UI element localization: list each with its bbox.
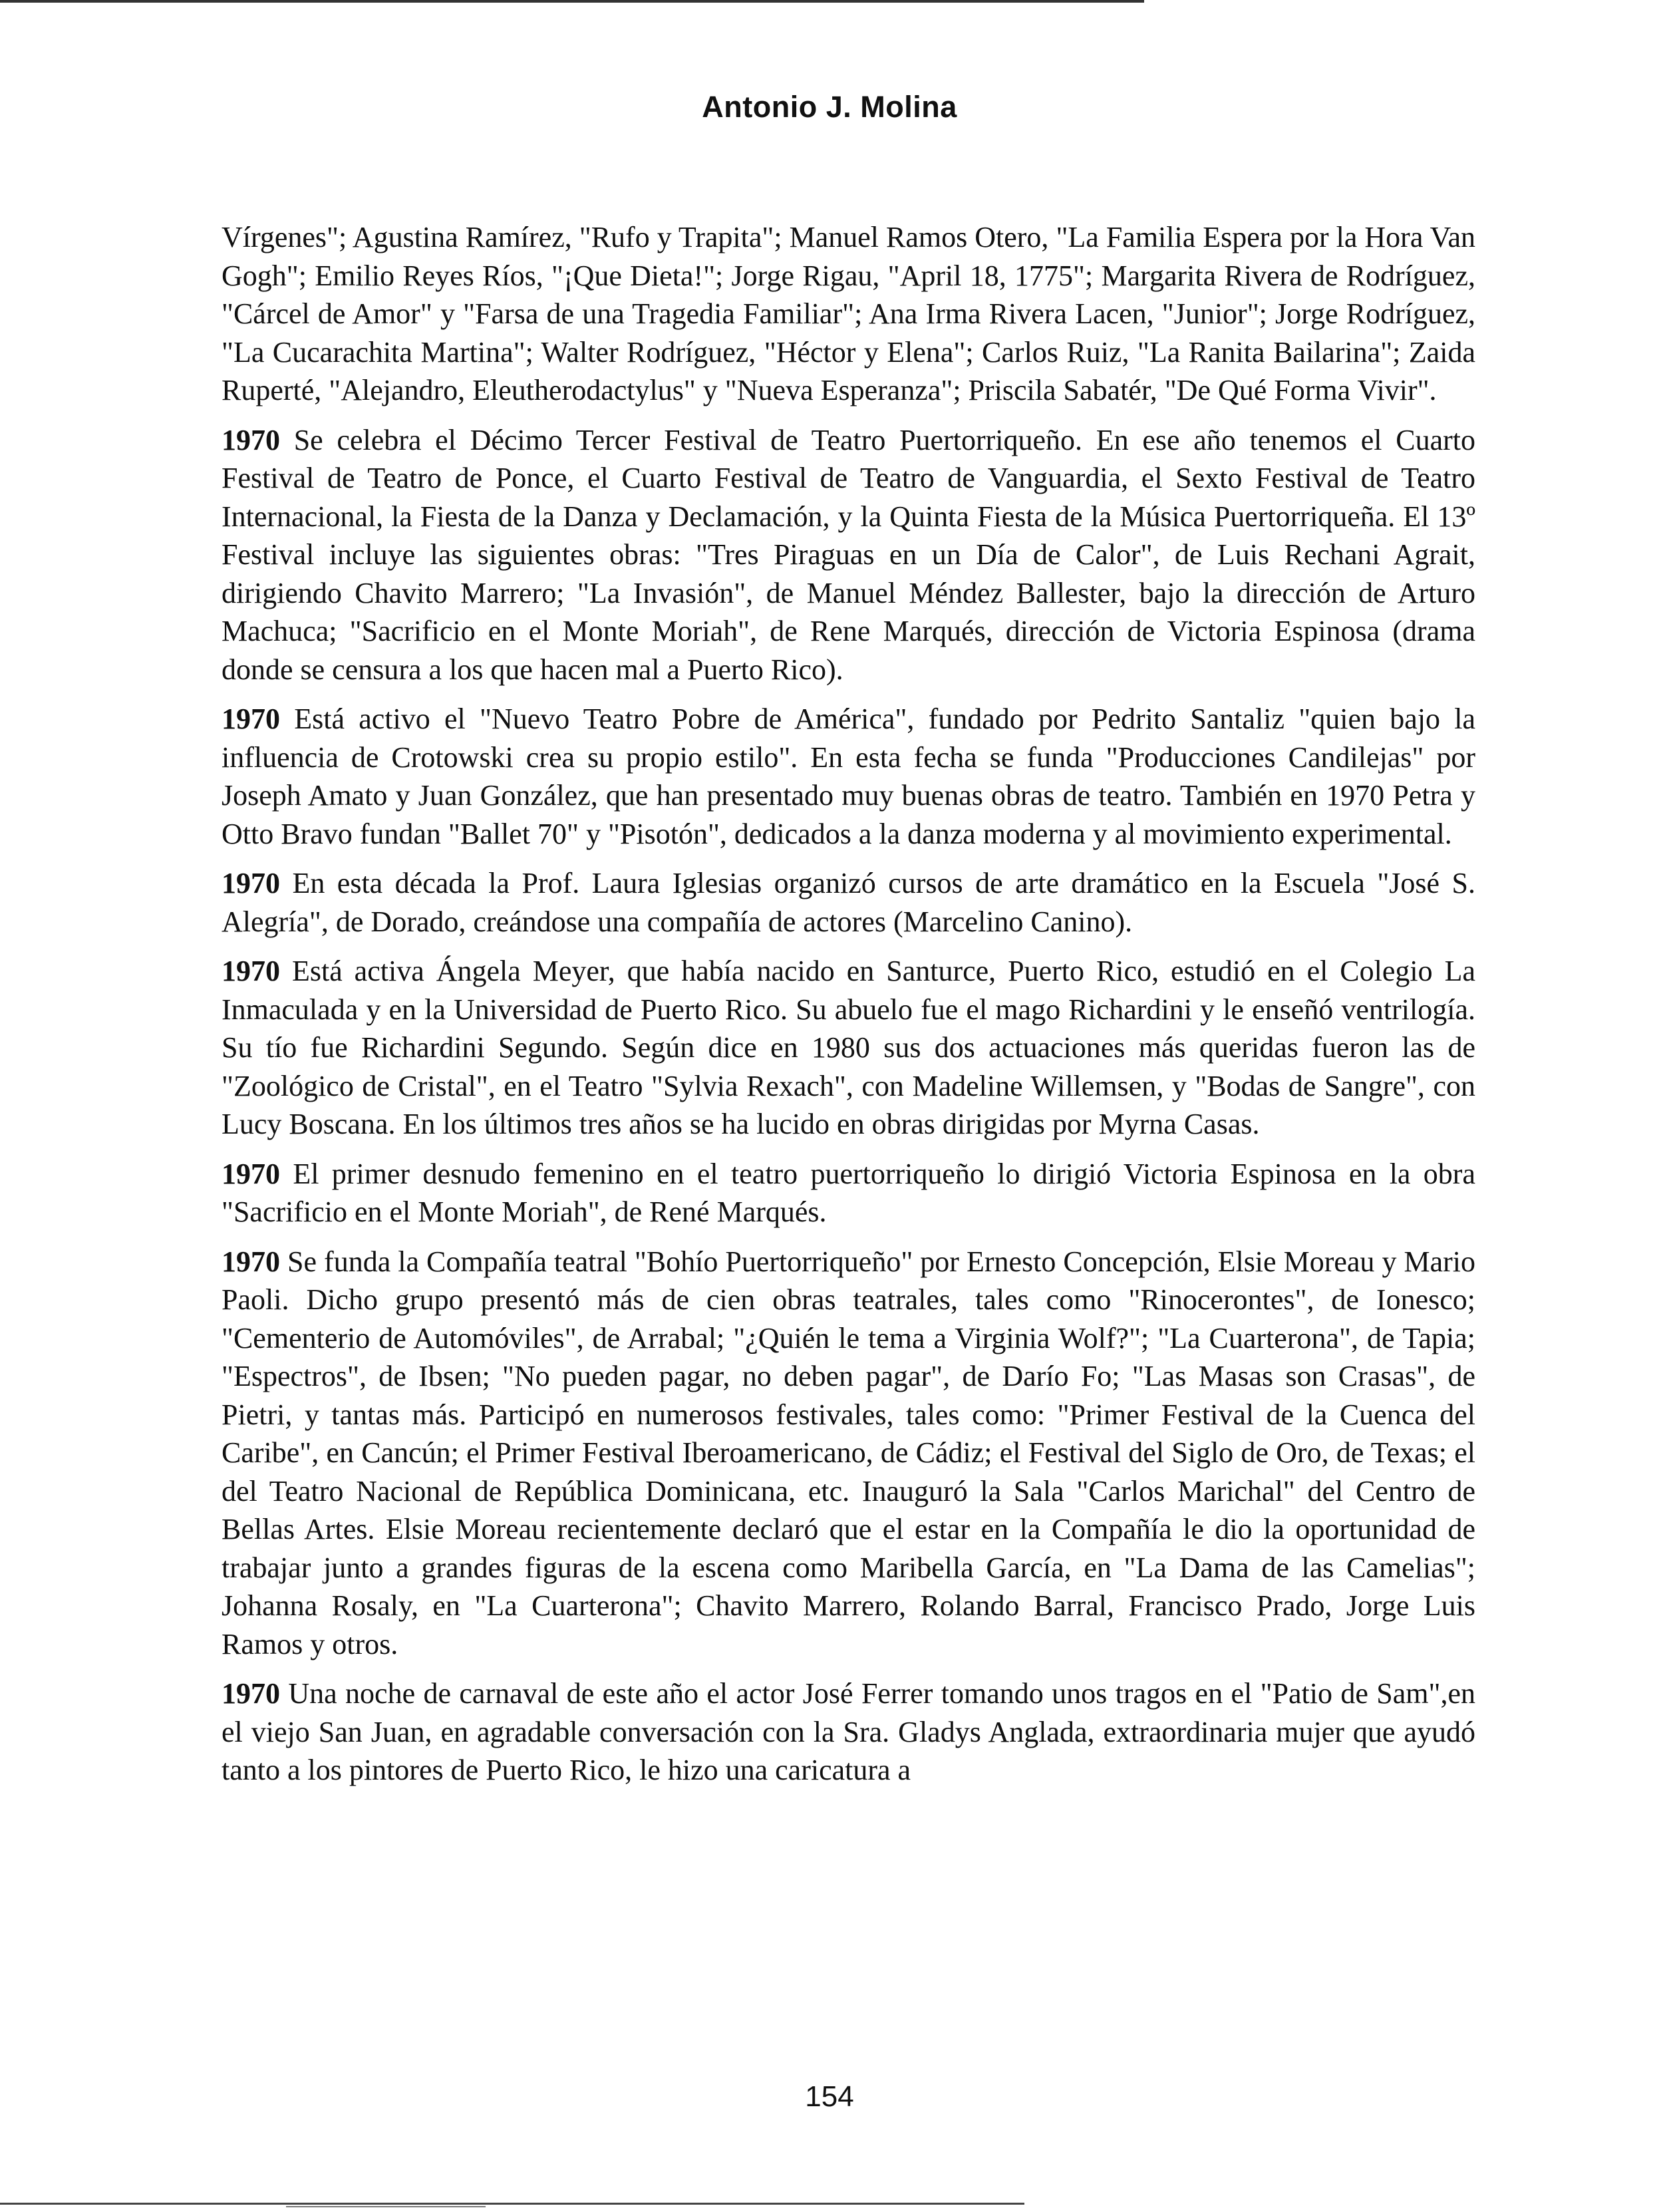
entry-paragraph: [222, 421, 1475, 689]
entry-text: Está activo el "Nuevo Teatro Pobre de América", fundado por Pedrito Santaliz "quien bajo la influencia de Crotowski crea su propio estilo". En esta fecha se funda "Producciones Candilejas" por Joseph Amato y Juan González, que han presentado muy buenas obras de teatro. También en 1970 Petra y Otto Bravo fundan "Ballet 70" y "Pisotón", dedicados a la danza moderna y al movimiento experimental.: [222, 703, 1475, 850]
entry-year: 1970: [222, 1157, 280, 1190]
entry-year: 1970: [222, 1677, 280, 1710]
entry-year: 1970: [222, 703, 280, 735]
entry-text: En esta década la Prof. Laura Iglesias organizó cursos de arte dramático en la Escuela "José S. Alegría", de Dorado, creándose una compañía de actores (Marcelino Canino).: [222, 867, 1475, 938]
scan-edge-top: [0, 0, 1144, 3]
entry-text: Se funda la Compañía teatral "Bohío Puertorriqueño" por Ernesto Concepción, Elsie Moreau y Mario Paoli. Dicho grupo presentó más de cien obras teatrales, tales como "Rinocerontes", de Ionesco; "Cementerio de Automóviles", de Arrabal; "¿Quién le tema a Virginia Wolf?"; "La Cuarterona", de Tapia; "Espectros", de Ibsen; "No pueden pagar, no deben pagar", de Darío Fo; "Las Masas son Crasas", de Pietri, y tantas más. Participó en numerosos festivales, tales como: "Primer Festival de la Cuenca del Caribe", en Cancún; el Primer Festival Iberoamericano, de Cádiz; el Festival del Siglo de Oro, de Texas; el del Teatro Nacional de República Dominicana, etc. Inauguró la Sala "Carlos Marichal" del Centro de Bellas Artes. Elsie Moreau recientemente declaró que el estar en la Compañía le dio la oportunidad de trabajar junto a grandes figuras de la escena como Maribella García, en "La Dama de las Camelias"; Johanna Rosaly, en "La Cuarterona"; Chavito Marrero, Rolando Barral, Francisco Prado, Jorge Luis Ramos y otros.: [222, 1245, 1475, 1660]
entry-year: 1970: [222, 867, 280, 899]
paragraph-continuation: Vírgenes"; Agustina Ramírez, "Rufo y Trapita"; Manuel Ramos Otero, "La Familia Espera por la Hora Van Gogh"; Emilio Reyes Ríos, "¡Que Dieta!"; Jorge Rigau, "April 18, 1775"; Margarita Rivera de Rodríguez, "Cárcel de Amor" y "Farsa de una Tragedia Familiar"; Ana Irma Rivera Lacen, "Junior"; Jorge Rodríguez, "La Cucarachita Martina"; Walter Rodríguez, "Héctor y Elena"; Carlos Ruiz, "La Ranita Bailarina"; Zaida Ruperté, "Alejandro, Eleutherodactylus" y "Nueva Esperanza"; Priscila Sabatér, "De Qué Forma Vivir".: [222, 221, 1475, 406]
entry-paragraph: [222, 1674, 1475, 1790]
entry-paragraph: [222, 952, 1475, 1144]
entry-paragraph: [222, 1243, 1475, 1664]
running-head-author: Antonio J. Molina: [702, 90, 957, 124]
entry-year: 1970: [222, 423, 280, 456]
entry-paragraph: [222, 864, 1475, 941]
page-number: 154: [805, 2080, 854, 2113]
entry-paragraph: [222, 1155, 1475, 1231]
scan-edge-bottom: [0, 2203, 1024, 2205]
entry-paragraph: [222, 700, 1475, 853]
entry-year: 1970: [222, 1245, 280, 1278]
scan-edge-bottom-secondary: [286, 2206, 486, 2207]
entry-year: 1970: [222, 955, 280, 987]
entry-text: El primer desnudo femenino en el teatro puertorriqueño lo dirigió Victoria Espinosa en la obra "Sacrificio en el Monte Moriah", de René Marqués.: [222, 1157, 1475, 1228]
entry-text: Se celebra el Décimo Tercer Festival de Teatro Puertorriqueño. En ese año tenemos el Cuarto Festival de Teatro de Ponce, el Cuarto Festival de Teatro de Vanguardia, el Sexto Festival de Teatro Internacional, la Fiesta de la Danza y Declamación, y la Quinta Fiesta de la Música Puertorriqueña. El 13º Festival incluye las siguientes obras: "Tres Piraguas en un Día de Calor", de Luis Rechani Agrait, dirigiendo Chavito Marrero; "La Invasión", de Manuel Méndez Ballester, bajo la dirección de Arturo Machuca; "Sacrificio en el Monte Moriah", de Rene Marqués, dirección de Victoria Espinosa (drama donde se censura a los que hacen mal a Puerto Rico).: [222, 423, 1475, 686]
entry-text: Una noche de carnaval de este año el actor José Ferrer tomando unos tragos en el "Patio de Sam",en el viejo San Juan, en agradable conversación con la Sra. Gladys Anglada, extraordinaria mujer que ayudó tanto a los pintores de Puerto Rico, le hizo una caricatura a: [222, 1677, 1475, 1786]
page-body: [222, 218, 1475, 2028]
entry-text: Está activa Ángela Meyer, que había nacido en Santurce, Puerto Rico, estudió en el Colegio La Inmaculada y en la Universidad de Puerto Rico. Su abuelo fue el mago Richardini y le enseñó ventrilogía. Su tío fue Richardini Segundo. Según dice en 1980 sus dos actuaciones más queridas fueron las de "Zoológico de Cristal", en el Teatro "Sylvia Rexach", con Madeline Willemsen, y "Bodas de Sangre", con Lucy Boscana. En los últimos tres años se ha lucido en obras dirigidas por Myrna Casas.: [222, 955, 1475, 1140]
